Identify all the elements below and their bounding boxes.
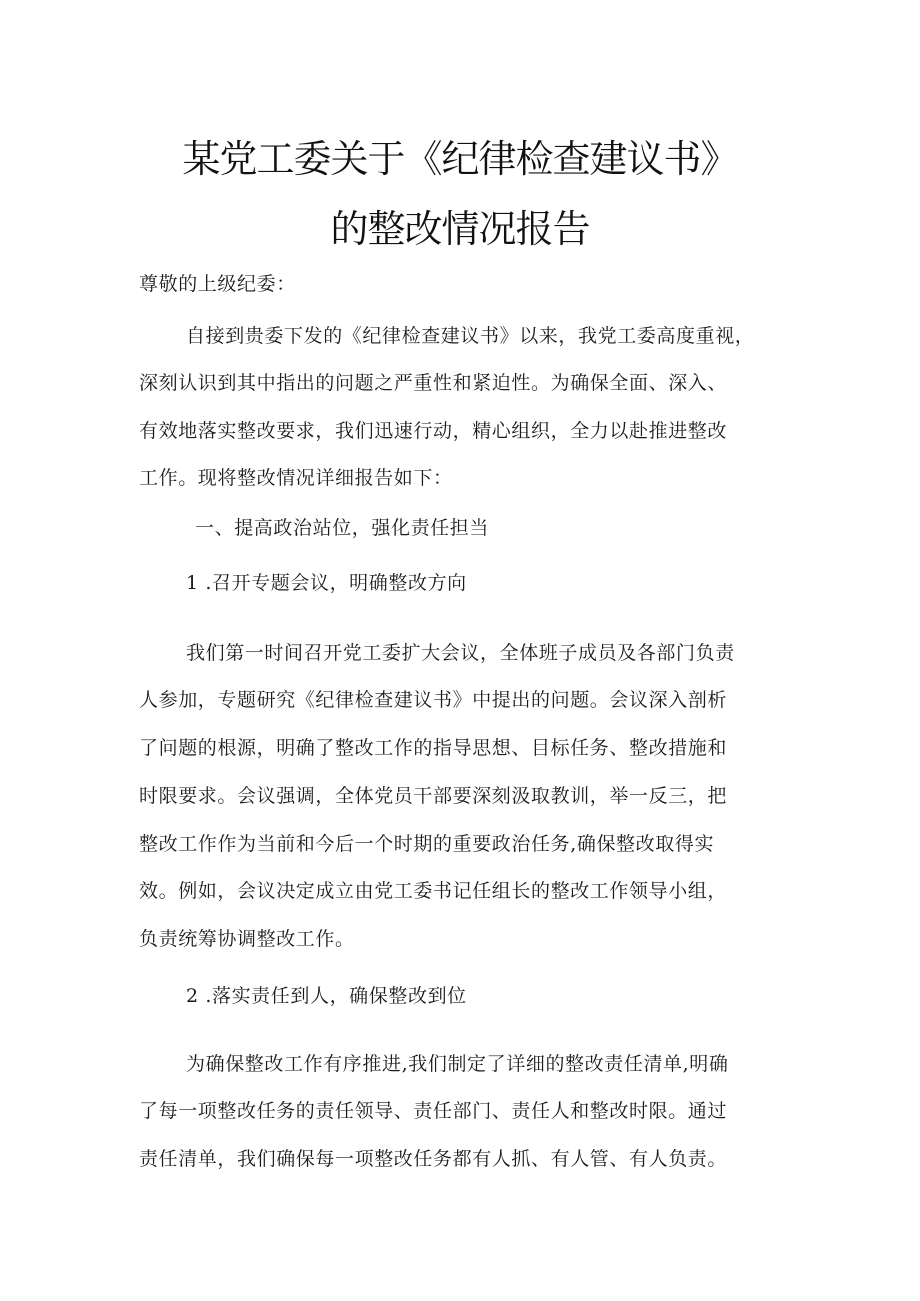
item-1-line-7: 负责统筹协调整改工作。 [139, 928, 355, 950]
intro-line-1: 自接到贵委下发的《纪律检查建议书》以来，我党工委高度重视， [186, 325, 755, 347]
item-2-heading: 2 .落实责任到人，确保整改到位 [186, 985, 467, 1007]
item-1-line-2: 人参加，专题研究《纪律检查建议书》中提出的问题。会议深入剖析 [139, 689, 728, 711]
document-title-line-1: 某党工委关于《纪律检查建议书》 [182, 137, 738, 181]
intro-line-2: 深刻认识到其中指出的问题之严重性和紧迫性。为确保全面、深入、 [139, 372, 728, 394]
document-title-line-2: 的整改情况报告 [330, 207, 590, 251]
item-2-line-1: 为确保整改工作有序推进,我们制定了详细的整改责任清单,明确 [186, 1053, 729, 1075]
salutation: 尊敬的上级纪委： [139, 273, 296, 295]
intro-line-4: 工作。现将整改情况详细报告如下： [139, 467, 453, 489]
item-1-line-6: 效。例如，会议决定成立由党工委书记任组长的整改工作领导小组， [139, 880, 728, 902]
item-1-line-5: 整改工作作为当前和今后一个时期的重要政治任务,确保整改取得实 [139, 833, 715, 855]
section-1-heading: 一、提高政治站位，强化责任担当 [195, 517, 490, 539]
item-2-line-3: 责任清单，我们确保每一项整改任务都有人抓、有人管、有人负责。 [139, 1148, 728, 1170]
item-1-line-4: 时限要求。会议强调，全体党员干部要深刻汲取教训，举一反三，把 [139, 785, 728, 807]
item-2-line-2: 了每一项整改任务的责任领导、责任部门、责任人和整改时限。通过 [139, 1100, 728, 1122]
intro-line-3: 有效地落实整改要求，我们迅速行动，精心组织，全力以赴推进整改 [139, 420, 728, 442]
item-1-heading: 1 .召开专题会议，明确整改方向 [186, 572, 467, 594]
item-1-line-3: 了问题的根源，明确了整改工作的指导思想、目标任务、整改措施和 [139, 737, 728, 759]
item-1-line-1: 我们第一时间召开党工委扩大会议，全体班子成员及各部门负责 [186, 642, 735, 664]
